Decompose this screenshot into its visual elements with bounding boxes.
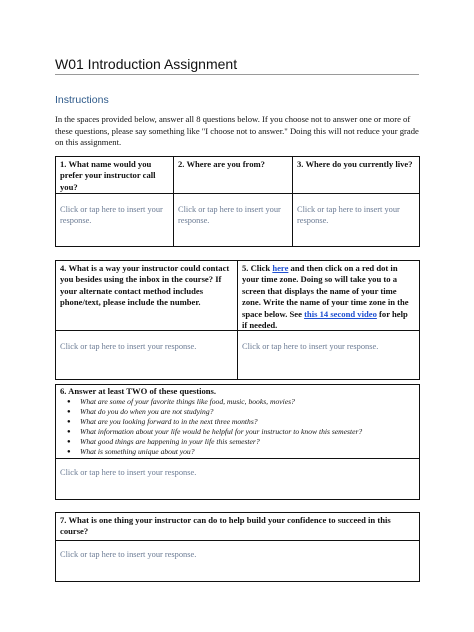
title-divider: [55, 74, 419, 75]
answer-3-placeholder: Click or tap here to insert your response.: [297, 205, 400, 225]
answer-6-placeholder: Click or tap here to insert your response.: [60, 468, 197, 477]
prompt-item: ● What is something unique about you?: [80, 447, 414, 457]
question-7-cell: [56, 513, 418, 540]
prompt-item: ● What are you looking forward to in the next three months?: [80, 417, 414, 427]
prompt-item: ● What good things are happening in your life this semester?: [80, 437, 414, 447]
answer-2-field[interactable]: [174, 194, 293, 246]
questions-table-4: [55, 512, 420, 582]
question-1: 1. What name would you prefer your instructor call you?: [60, 159, 156, 192]
prompt-item: ● What do you do when you are not studying?: [80, 407, 414, 417]
question-2-cell: [174, 157, 293, 193]
question-1-cell: [56, 157, 174, 193]
prompt-item: ● What information about your life would be helpful for your instructor to know this semester?: [80, 427, 414, 437]
instructions-text: In the spaces provided below, answer all 8 questions below. If you choose not to answer one or more of these questions, please say something like "I choose not to answer." Doing this will not reduce your grade on this assignment.: [55, 114, 419, 147]
questions-table-1: [55, 156, 420, 247]
question-4: 4. What is a way your instructor could contact you besides using the inbox in the course? If your alternate contact method includes phone/text, please include the number.: [60, 263, 230, 308]
page-title: W01 Introduction Assignment: [55, 56, 238, 72]
help-video-link[interactable]: this 14 second video: [304, 308, 377, 319]
question-5-text-b: and then click on a red dot in your time zone. Doing so will take you to a screen that displays the name of your time zone. Write the name of your time zone in the space below. See: [242, 263, 409, 319]
answer-3-field[interactable]: [293, 194, 418, 246]
question-5-text-c: for help if needed.: [242, 308, 408, 331]
answer-6-field[interactable]: [56, 459, 418, 499]
answer-1-field[interactable]: [56, 194, 174, 246]
answer-5-field[interactable]: [238, 331, 418, 379]
question-2: 2. Where are you from?: [178, 159, 265, 169]
answer-1-placeholder: Click or tap here to insert your response.: [60, 205, 163, 225]
answer-2-placeholder: Click or tap here to insert your response.: [178, 205, 281, 225]
answer-4-placeholder: Click or tap here to insert your response.: [60, 342, 197, 351]
answer-7-placeholder: Click or tap here to insert your response.: [60, 550, 197, 559]
question-5: [242, 263, 414, 331]
questions-table-2: [55, 260, 420, 380]
question-6-prompts: [60, 397, 414, 457]
question-3-cell: [293, 157, 418, 193]
questions-table-3: [55, 384, 420, 500]
prompt-item: ● What are some of your favorite things like food, music, books, movies?: [80, 397, 414, 407]
question-6-cell: [56, 385, 418, 458]
question-6: 6. Answer at least TWO of these questions.: [60, 386, 217, 396]
time-zone-map-link[interactable]: here: [272, 263, 289, 273]
instructions-heading: Instructions: [55, 94, 109, 106]
question-5-cell: [238, 261, 418, 330]
question-4-cell: [56, 261, 238, 330]
answer-7-field[interactable]: [56, 541, 418, 581]
question-7: 7. What is one thing your instructor can do to help build your confidence to succeed in this course?: [60, 515, 391, 537]
question-5-text-a: 5. Click: [242, 263, 273, 273]
answer-5-placeholder: Click or tap here to insert your response.: [242, 342, 379, 351]
question-3: 3. Where do you currently live?: [297, 159, 413, 169]
answer-4-field[interactable]: [56, 331, 238, 379]
